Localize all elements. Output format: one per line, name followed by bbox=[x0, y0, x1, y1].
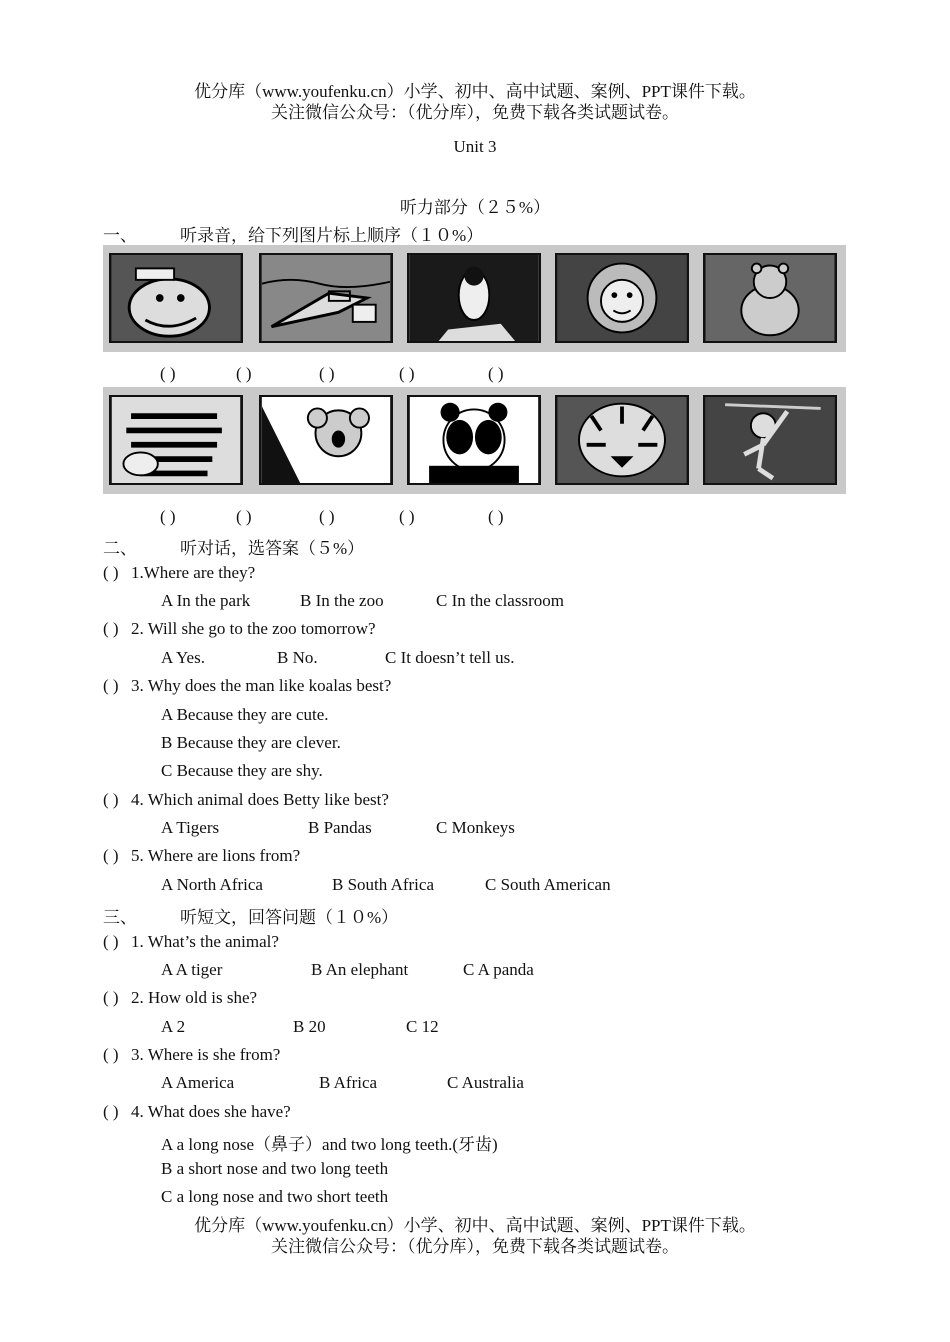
monkey-icon bbox=[703, 395, 837, 485]
option: A America bbox=[161, 1073, 235, 1092]
page-title: Unit 3 bbox=[453, 137, 497, 156]
header-line-1: 优分库（www.youfenku.cn）小学、初中、高中试题、案例、PPT课件下载。 bbox=[194, 82, 756, 101]
option: B No. bbox=[277, 648, 318, 667]
option: C Monkeys bbox=[436, 818, 515, 837]
option: A North Africa bbox=[161, 875, 263, 894]
question-blank[interactable]: ( ) bbox=[103, 932, 119, 951]
question-text: 4. Which animal does Betty like best? bbox=[131, 790, 389, 809]
picture-strip-2 bbox=[103, 387, 846, 494]
answer-blank[interactable]: ( ) bbox=[488, 507, 504, 526]
section-1-instruction: 听录音，给下列图片标上顺序（１０%） bbox=[180, 226, 484, 245]
answer-blank[interactable]: ( ) bbox=[236, 364, 252, 383]
option: B Because they are clever. bbox=[161, 733, 341, 752]
question-blank[interactable]: ( ) bbox=[103, 676, 119, 695]
question-blank[interactable]: ( ) bbox=[103, 1045, 119, 1064]
tiger-icon bbox=[555, 395, 689, 485]
answer-blank[interactable]: ( ) bbox=[399, 507, 415, 526]
zebra-icon bbox=[109, 395, 243, 485]
lion-icon bbox=[555, 253, 689, 343]
question-text: 4. What does she have? bbox=[131, 1102, 291, 1121]
option: C In the classroom bbox=[436, 591, 564, 610]
option: C South American bbox=[485, 875, 611, 894]
hippo-icon bbox=[109, 253, 243, 343]
option: B a short nose and two long teeth bbox=[161, 1159, 389, 1178]
penguin-icon bbox=[407, 253, 541, 343]
answer-blank[interactable]: ( ) bbox=[488, 364, 504, 383]
option: A In the park bbox=[161, 591, 251, 610]
question-text: 3. Why does the man like koalas best? bbox=[131, 676, 392, 695]
option: C Because they are shy. bbox=[161, 761, 323, 780]
listening-heading: 听力部分（２５%） bbox=[399, 198, 551, 217]
panda-icon bbox=[407, 395, 541, 485]
option: C 12 bbox=[406, 1017, 439, 1036]
crocodile-icon bbox=[259, 253, 393, 343]
question-text: 2. Will she go to the zoo tomorrow? bbox=[131, 619, 376, 638]
option: B An elephant bbox=[311, 960, 409, 979]
answer-blank[interactable]: ( ) bbox=[160, 507, 176, 526]
section-2-instruction: 听对话，选答案（５%） bbox=[180, 539, 365, 558]
footer-line-1: 优分库（www.youfenku.cn）小学、初中、高中试题、案例、PPT课件下载。 bbox=[194, 1216, 756, 1235]
option: C It doesn’t tell us. bbox=[385, 648, 515, 667]
answer-blank[interactable]: ( ) bbox=[236, 507, 252, 526]
question-blank[interactable]: ( ) bbox=[103, 988, 119, 1007]
answer-blank[interactable]: ( ) bbox=[399, 364, 415, 383]
answer-blank[interactable]: ( ) bbox=[160, 364, 176, 383]
footer-line-2: 关注微信公众号：（优分库），免费下载各类试题试卷。 bbox=[271, 1237, 679, 1256]
picture-strip-1 bbox=[103, 245, 846, 352]
question-text: 3. Where is she from? bbox=[131, 1045, 281, 1064]
question-blank[interactable]: ( ) bbox=[103, 1102, 119, 1121]
answer-blank[interactable]: ( ) bbox=[319, 364, 335, 383]
option: A Because they are cute. bbox=[161, 705, 329, 724]
section-1-number: 一、 bbox=[103, 226, 137, 245]
option: A a long nose（鼻子）and two long teeth.(牙齿) bbox=[161, 1135, 498, 1154]
question-blank[interactable]: ( ) bbox=[103, 846, 119, 865]
option: B 20 bbox=[293, 1017, 326, 1036]
option: B Pandas bbox=[308, 818, 372, 837]
option: C a long nose and two short teeth bbox=[161, 1187, 389, 1206]
section-2-number: 二、 bbox=[103, 539, 137, 558]
option: B Africa bbox=[319, 1073, 378, 1092]
question-text: 1. What’s the animal? bbox=[131, 932, 279, 951]
option: A Yes. bbox=[161, 648, 205, 667]
header-line-2: 关注微信公众号：（优分库），免费下载各类试题试卷。 bbox=[271, 103, 679, 122]
option: A A tiger bbox=[161, 960, 223, 979]
question-text: 5. Where are lions from? bbox=[131, 846, 301, 865]
option: C A panda bbox=[463, 960, 534, 979]
question-blank[interactable]: ( ) bbox=[103, 563, 119, 582]
section-3-number: 三、 bbox=[103, 908, 137, 927]
koala-icon bbox=[259, 395, 393, 485]
option: C Australia bbox=[447, 1073, 524, 1092]
option: A 2 bbox=[161, 1017, 186, 1036]
question-blank[interactable]: ( ) bbox=[103, 790, 119, 809]
option: B South Africa bbox=[332, 875, 434, 894]
section-3-instruction: 听短文，回答问题（１０%） bbox=[180, 908, 399, 927]
question-blank[interactable]: ( ) bbox=[103, 619, 119, 638]
option: B In the zoo bbox=[300, 591, 384, 610]
question-text: 1.Where are they? bbox=[131, 563, 256, 582]
option: A Tigers bbox=[161, 818, 220, 837]
question-text: 2. How old is she? bbox=[131, 988, 258, 1007]
bear-icon bbox=[703, 253, 837, 343]
answer-blank[interactable]: ( ) bbox=[319, 507, 335, 526]
